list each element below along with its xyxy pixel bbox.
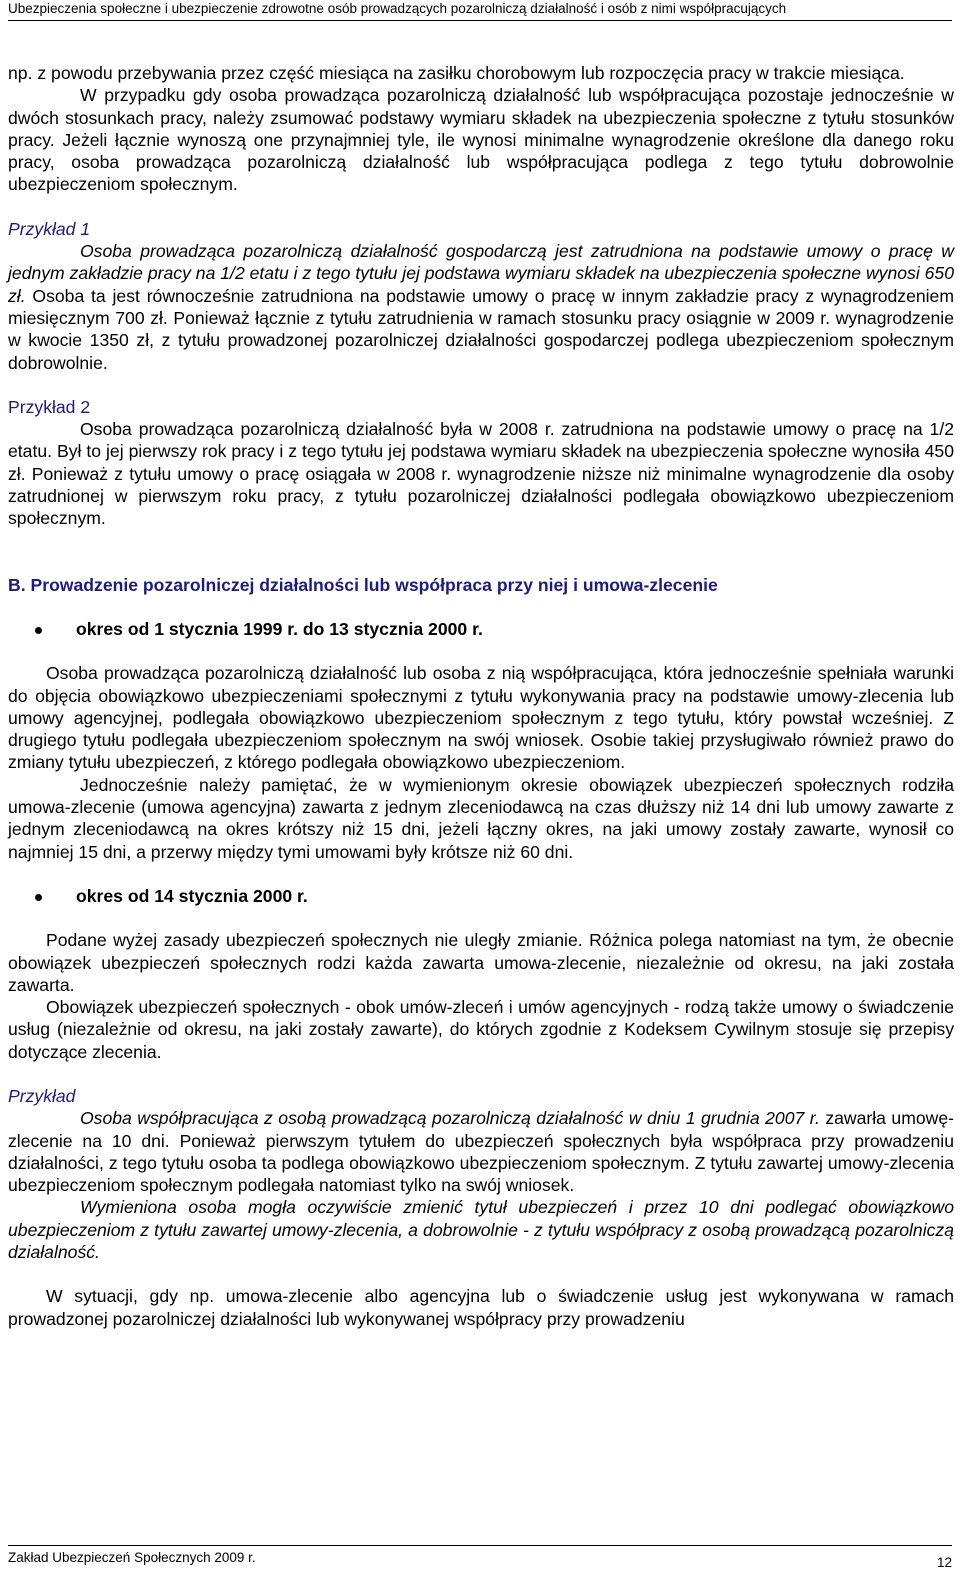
example-3-text-2: Wymieniona osoba mogła oczywiście zmienić tytuł ubezpieczeń i przez 10 dni podlegać obowiązkowo ubezpieczeniom z tytułu zawartej umowy-zlecenia, a dobrowolnie - z tytułu współpracy z osobą prowadzącą pozarolniczą działalność. (8, 1197, 954, 1263)
example-1-text (8, 240, 954, 374)
section-b-paragraph-1: Osoba prowadząca pozarolniczą działalność lub osoba z nią współpracująca, która jednocześnie spełniała warunki do objęcia obowiązkowo ubezpieczeniami społecznymi z tytułu wykonywania pracy na podstawie umowy-zlecenia lub umowy agencyjnej, podlegała obowiązkowo ubezpieczeniom społecznym z tego tytułu, który powstał wcześniej. Z drugiego tytułu podlegała ubezpieczeniom społecznym na swój wniosek. Osobie takiej przysługiwało również prawo do zmiany tytułu ubezpieczeń, z którego podlegała obowiązkowo ubezpieczeniom. (8, 663, 954, 773)
example-3-italic-text: Osoba współpracująca z osobą prowadzącą pozarolniczą działalność w dniu 1 grudnia 2007 r. (80, 1108, 820, 1129)
spacer (8, 1263, 954, 1285)
section-b-title: B. Prowadzenie pozarolniczej działalności lub współpraca przy niej i umowa-zlecenie (8, 574, 718, 595)
example-2-text: Osoba prowadząca pozarolniczą działalność była w 2008 r. zatrudniona na podstawie umowy o pracę na 1/2 etatu. Był to jej pierwszy rok pracy i z tego tytułu jej podstawa wymiaru składek na ubezpieczenia społeczne wynosiła 450 zł. Ponieważ z tytułu umowy o pracę osiągała w 2008 r. wynagrodzenie niższe niż minimalne wynagrodzenie dla osoby zatrudnionej w pierwszym roku pracy, z tytułu pozarolniczej działalności podlegała obowiązkowo ubezpieczeniom społecznym. (8, 419, 954, 529)
bullet-period-1999 (8, 618, 954, 640)
page-number: 12 (936, 1555, 952, 1570)
bullet-period-2000 (8, 885, 954, 907)
example-3-heading: Przykład (8, 1085, 76, 1106)
example-1-normal-text: Osoba ta jest równocześnie zatrudniona na podstawie umowy o pracę w innym zakładzie pracy z wynagrodzeniem miesięcznym 700 zł. Ponieważ łącznie z tytułu zatrudnienia w ramach stosunku pracy osiągnie w 2009 r. wynagrodzenie w kwocie 1350 zł, z tytułu prowadzonej pozarolniczej działalności gospodarczej podlega ubezpieczeniom społecznym dobrowolnie. (8, 285, 954, 373)
header-title: Ubezpieczenia społeczne i ubezpieczenie zdrowotne osób prowadzących pozarolniczą działalność i osób z nimi współpracujących (8, 1, 787, 16)
bullet-period-1999-label: okres od 1 stycznia 1999 r. do 13 stycznia 2000 r. (76, 618, 483, 639)
section-b-paragraph-3: Podane wyżej zasady ubezpieczeń społecznych nie uległy zmianie. Różnica polega natomiast na tym, że obecnie obowiązek ubezpieczeń społecznych rodzi każda zawarta umowa-zlecenie, niezależnie od okresu, na jaki została zawarta. (8, 930, 954, 995)
running-header (8, 0, 952, 21)
document-body (8, 62, 954, 1330)
example-3-normal-text: zawarła umowę-zlecenie na 10 dni. Ponieważ pierwszym tytułem do ubezpieczeń społecznych była współpraca przy prowadzeniu działalności, z tego tytułu osoba ta podlega obowiązkowo ubezpieczeniom społecznym. Z tytułu zawartej umowy-zlecenia ubezpieczeniom społecznym podlegała natomiast tylko na swój wniosek. (8, 1108, 955, 1196)
section-b-paragraph-4: Obowiązek ubezpieczeń społecznych - obok umów-zleceń i umów agencyjnych - rodzą także umowy o świadczenie usług (niezależnie od okresu, na jaki zostały zawarte), do których zgodnie z Kodeksem Cywilnym stosuje się przepisy dotyczące zlecenia. (8, 997, 954, 1062)
final-paragraph: W sytuacji, gdy np. umowa-zlecenie albo agencyjna lub o świadczenie usług jest wykonywana w ramach prowadzonej pozarolniczej działalności lub wykonywanej współpracy przy prowadzeniu (8, 1286, 954, 1329)
example-1-italic-text: Osoba prowadząca pozarolniczą działalność gospodarczą jest zatrudniona na podstawie umowy o pracę w jednym zakładzie pracy na 1/2 etatu i z tego tytułu jej podstawa wymiaru składek na ubezpieczenia społeczne wynosi 650 zł. (8, 241, 954, 306)
bullet-dot-icon (35, 627, 42, 634)
bullet-dot-icon (35, 894, 42, 901)
example-1-heading: Przykład 1 (8, 218, 91, 239)
example-2-heading: Przykład 2 (8, 396, 91, 417)
bullet-period-2000-label: okres od 14 stycznia 2000 r. (76, 885, 308, 906)
footer-publisher: Zakład Ubezpieczeń Społecznych 2009 r. (8, 1550, 256, 1565)
page-footer (8, 1545, 952, 1570)
example-3-text-1 (8, 1107, 954, 1196)
paragraph-intro: np. z powodu przebywania przez część miesiąca na zasiłku chorobowym lub rozpoczęcia pracy w trakcie miesiąca. (8, 63, 905, 83)
section-b-paragraph-2: Jednocześnie należy pamiętać, że w wymienionym okresie obowiązek ubezpieczeń społecznych rodziła umowa-zlecenie (umowa agencyjna) zawarta z jednym zleceniodawcą na czas dłuższy niż 14 dni lub umowy zawarte z jednym zleceniodawcą na okres krótszy niż 15 dni, jeżeli łączny okres, na jaki umowy zostały zawarte, wynosił co najmniej 15 dni, a przerwy między tymi umowami były krótsze niż 60 dni. (8, 774, 954, 862)
paragraph-two-employments: W przypadku gdy osoba prowadząca pozarolniczą działalność lub współpracująca pozostaje jednocześnie w dwóch stosunkach pracy, należy zsumować podstawy wymiaru składek na ubezpieczenia społeczne z tytułu stosunków pracy. Jeżeli łącznie wynoszą one przynajmniej tyle, ile wynosi minimalne wynagrodzenie określone dla danego roku pracy, osoba prowadząca pozarolniczą działalność lub współpracująca podlega z tego tytułu dobrowolnie ubezpieczeniom społecznym. (8, 85, 954, 195)
